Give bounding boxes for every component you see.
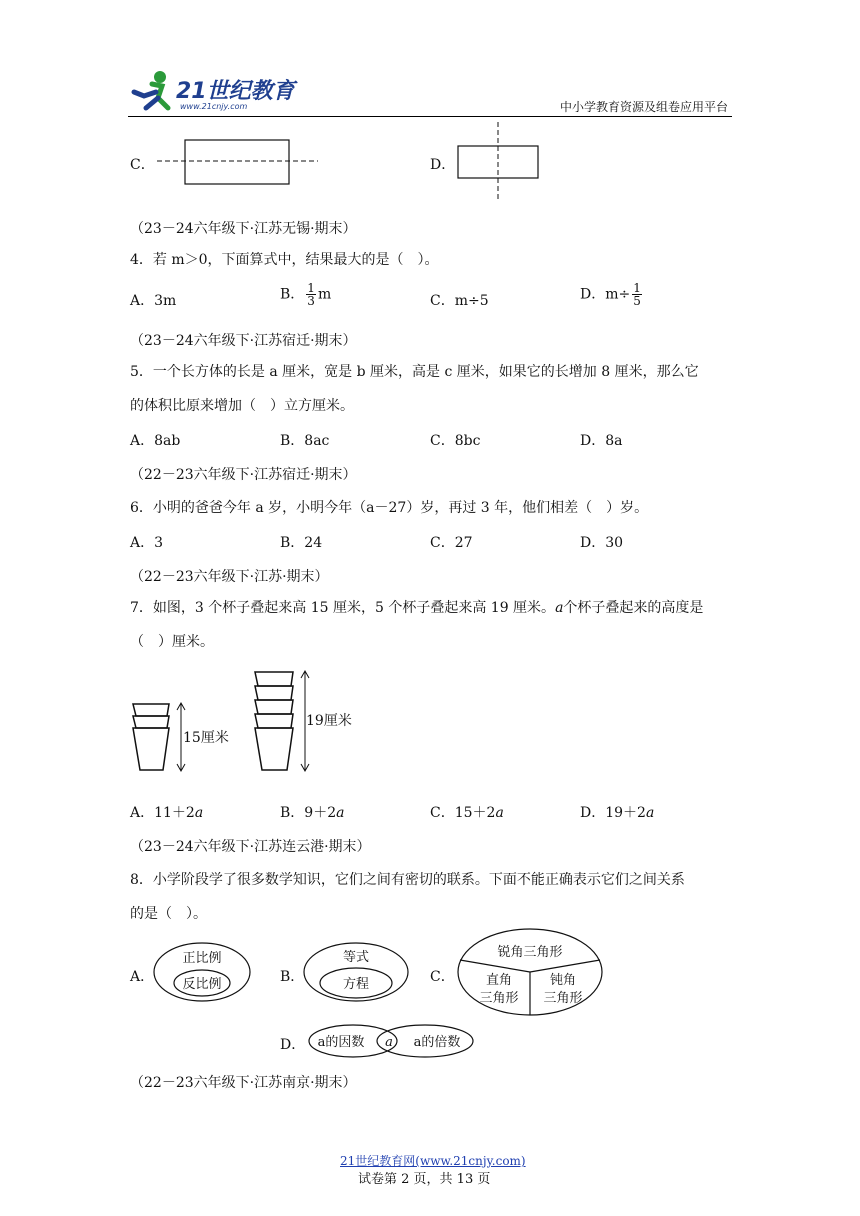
q5-option-c: C．8bc xyxy=(430,433,481,449)
q7-stem-line1: 7．如图，3 个杯子叠起来高 15 厘米，5 个杯子叠起来高 19 厘米。a个杯子叠起来的高度是 xyxy=(130,600,704,616)
q6-option-d: D．30 xyxy=(580,535,624,551)
q4-option-b-suffix: m xyxy=(317,286,332,303)
q8-d-right-text: a的倍数 xyxy=(413,1035,461,1050)
q8-d-mid-text: a xyxy=(385,1035,393,1050)
logo xyxy=(130,68,295,114)
q6-stem: 6．小明的爸爸今年 a 岁，小明今年（a－27）岁，再过 3 年，他们相差（ ）岁。 xyxy=(130,500,649,516)
q8-c-right-text2: 三角形 xyxy=(543,991,583,1006)
q8-option-d-label: D． xyxy=(280,1037,306,1053)
q5-source: （23－24六年级下·江苏宿迁·期末） xyxy=(130,333,357,349)
q3-option-d-figure xyxy=(455,120,545,204)
q4-option-c: C．m÷5 xyxy=(430,293,489,309)
runner-logo-icon xyxy=(130,68,176,112)
q8-stem-line2: 的是（ ）。 xyxy=(130,906,207,922)
q7-cups-figure xyxy=(128,666,368,778)
q8-c-left-text1: 直角 xyxy=(485,973,513,988)
q7-stem-line2: （ ）厘米。 xyxy=(130,634,214,650)
q4-option-a: A．3m xyxy=(130,293,177,309)
next-question-source: （22－23六年级下·江苏南京·期末） xyxy=(130,1075,357,1091)
q7-option-c: C．15＋2a xyxy=(430,805,504,821)
q8-option-c-label: C． xyxy=(430,969,455,985)
platform-title: 中小学教育资源及组卷应用平台 xyxy=(560,100,729,114)
q6-source: （22－23六年级下·江苏宿迁·期末） xyxy=(130,467,357,483)
q8-source: （23－24六年级下·江苏连云港·期末） xyxy=(130,839,371,855)
logo-text: 21世纪教育 xyxy=(176,79,295,104)
q7-source: （22－23六年级下·江苏·期末） xyxy=(130,569,329,585)
q8-option-b-diagram xyxy=(300,940,412,1004)
q4-option-d xyxy=(580,282,644,307)
q4-option-b xyxy=(280,282,331,307)
q8-stem-line1: 8．小学阶段学了很多数学知识，它们之间有密切的联系。下面不能正确表示它们之间关系 xyxy=(130,872,685,888)
q3-option-c-figure xyxy=(150,136,330,190)
q7-option-a: A．11＋2a xyxy=(130,805,204,821)
q8-option-c-diagram xyxy=(455,926,605,1018)
q8-d-left-text: a的因数 xyxy=(317,1035,365,1050)
q3-option-c-label: C． xyxy=(130,157,155,173)
q8-option-a-label: A． xyxy=(130,969,155,985)
q5-stem-line1: 5．一个长方体的长是 a 厘米，宽是 b 厘米，高是 c 厘米，如果它的长增加 8 厘米，那么它 xyxy=(130,364,699,380)
q8-b-inner-text: 方程 xyxy=(342,977,370,992)
q6-option-c: C．27 xyxy=(430,535,473,551)
q8-c-right-text1: 钝角 xyxy=(549,973,577,988)
q4-option-b-prefix: B． xyxy=(280,286,305,303)
cup-stack-5 xyxy=(255,672,293,770)
q3-option-d-label: D． xyxy=(430,157,456,173)
q4-option-d-fraction: $\frac{1}{5}$ xyxy=(633,281,641,308)
q7-option-b: B．9＋2a xyxy=(280,805,345,821)
q8-a-outer-text: 正比例 xyxy=(182,951,222,966)
cup-stack-3 xyxy=(133,704,169,770)
footer-link[interactable]: 21世纪教育网(www.21cnjy.com) xyxy=(340,1154,526,1168)
q8-a-inner-text: 反比例 xyxy=(182,977,222,992)
q8-option-a-diagram xyxy=(150,940,254,1004)
q8-option-b-label: B． xyxy=(280,969,305,985)
q5-option-a: A．8ab xyxy=(130,433,181,449)
q8-c-left-text2: 三角形 xyxy=(479,991,519,1006)
q8-option-d-diagram xyxy=(305,1022,477,1062)
header-divider xyxy=(128,116,732,117)
q8-c-top-text: 锐角三角形 xyxy=(497,945,563,960)
cups-label-15: 15厘米 xyxy=(183,730,229,746)
logo-url: www.21cnjy.com xyxy=(180,102,248,111)
q5-option-d: D．8a xyxy=(580,433,623,449)
q4-stem: 4．若 m＞0，下面算式中，结果最大的是（ ）。 xyxy=(130,252,439,268)
q7-option-d: D．19＋2a xyxy=(580,805,655,821)
page-number: 试卷第 2 页，共 13 页 xyxy=(358,1172,491,1187)
q4-option-b-fraction: $\frac{1}{3}$ xyxy=(307,281,315,308)
q5-stem-line2: 的体积比原来增加（ ）立方厘米。 xyxy=(130,398,354,414)
q6-option-b: B．24 xyxy=(280,535,323,551)
q4-option-d-prefix: D．m÷ xyxy=(580,286,631,303)
q8-b-outer-text: 等式 xyxy=(342,950,370,965)
q4-source: （23－24六年级下·江苏无锡·期末） xyxy=(130,221,357,237)
q6-option-a: A．3 xyxy=(130,535,164,551)
cups-label-19: 19厘米 xyxy=(306,713,352,729)
q5-option-b: B．8ac xyxy=(280,433,330,449)
